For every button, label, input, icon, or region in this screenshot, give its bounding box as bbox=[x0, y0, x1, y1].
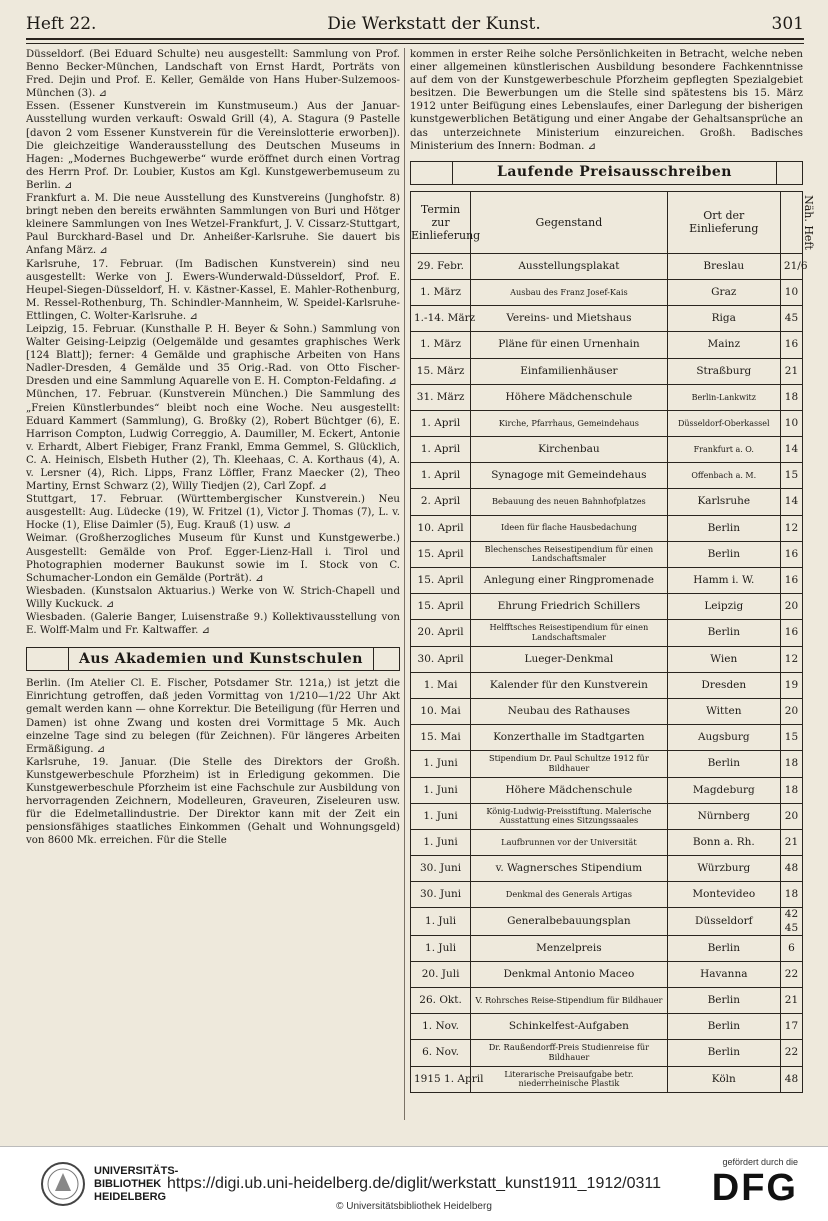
subject-cell: Vereins- und Mietshaus bbox=[471, 306, 668, 332]
subject-cell: Ausstellungsplakat bbox=[471, 253, 668, 279]
funded-by-label: gefördert durch die bbox=[722, 1157, 798, 1167]
subject-cell: Einfamilienhäuser bbox=[471, 358, 668, 384]
place-cell: Havanna bbox=[667, 961, 780, 987]
deadline-cell: 2. April bbox=[411, 489, 471, 515]
issue-ref-cell: 48 bbox=[780, 856, 802, 882]
news-paragraph: Wiesbaden. (Galerie Banger, Luisenstraße 9.) Kollektivausstellung von E. Wolff-Malm und Fr. Kaltwaffer. ⊿ bbox=[26, 612, 400, 637]
issue-ref-cell: 21 bbox=[780, 358, 802, 384]
place-cell: Berlin bbox=[667, 620, 780, 646]
issue-ref-cell: 17 bbox=[780, 1014, 802, 1040]
news-paragraph: Leipzig, 15. Februar. (Kunsthalle P. H. Beyer & Sohn.) Sammlung von Walter Geising-Leipzig (Oelgemälde und gesamtes graphisches Werk [124 Blatt]); ferner: 4 Gemälde und graphische Arbeiten von Hans Nadler-Dresden, 4 Gemälde und 35 Orig.-Rad. von Otto Fischer-Dresden und eine Sammlung Aquarelle von E. H. Compton-Feldafing. ⊿ bbox=[26, 323, 400, 388]
issue-ref-cell: 12 bbox=[780, 515, 802, 541]
page-number: 301 bbox=[771, 14, 804, 34]
deadline-cell: 15. März bbox=[411, 358, 471, 384]
place-cell: Montevideo bbox=[667, 882, 780, 908]
table-row bbox=[411, 541, 803, 567]
header-ref: Näh. Heft bbox=[780, 191, 802, 253]
subject-cell: Blechensches Reisestipendium für einen Landschaftsmaler bbox=[471, 541, 668, 567]
header-subject: Gegenstand bbox=[471, 191, 668, 253]
table-row bbox=[411, 410, 803, 436]
subject-cell: Kirche, Pfarrhaus, Gemeindehaus bbox=[471, 410, 668, 436]
competitions-heading: Laufende Preisausschreiben bbox=[497, 164, 732, 181]
viewer-footer bbox=[0, 1146, 828, 1221]
subject-cell: Schinkelfest-Aufgaben bbox=[471, 1014, 668, 1040]
exhibition-news bbox=[26, 48, 400, 637]
deadline-cell: 1. April bbox=[411, 410, 471, 436]
subject-cell: Ausbau des Franz Josef-Kais bbox=[471, 279, 668, 305]
deadline-cell: 1. Nov. bbox=[411, 1014, 471, 1040]
issue-ref-cell: 21 bbox=[780, 829, 802, 855]
deadline-cell: 1. März bbox=[411, 332, 471, 358]
subject-cell: Denkmal Antonio Maceo bbox=[471, 961, 668, 987]
library-name: UNIVERSITÄTS- BIBLIOTHEK HEIDELBERG bbox=[94, 1164, 179, 1203]
issue-ref-cell: 22 bbox=[780, 1040, 802, 1066]
deadline-cell: 1. Juni bbox=[411, 829, 471, 855]
place-cell: Berlin bbox=[667, 515, 780, 541]
place-cell: Straßburg bbox=[667, 358, 780, 384]
news-paragraph: Karlsruhe, 17. Februar. (Im Badischen Kunstverein) sind neu ausgestellt: Werke von J. Ewers-Wunderwald-Düsseldorf, Prof. E. Heupel-Siegen-Düsseldorf, H. v. Kästner-Kassel, E. Mahler-Rothenburg, M. Ressel-Rothenburg, Th. Schindler-Mannheim, W. Speidel-Karlsruhe-Ettlingen, C. Wolter-Karlsruhe. ⊿ bbox=[26, 258, 400, 322]
subject-cell: Menzelpreis bbox=[471, 935, 668, 961]
deadline-cell: 15. April bbox=[411, 541, 471, 567]
issue-number: Heft 22. bbox=[26, 14, 97, 34]
deadline-cell: 1. Juli bbox=[411, 908, 471, 935]
issue-ref-cell: 21 bbox=[780, 988, 802, 1014]
issue-ref-cell: 22 bbox=[780, 961, 802, 987]
table-row bbox=[411, 935, 803, 961]
place-cell: Berlin bbox=[667, 1014, 780, 1040]
table-row bbox=[411, 489, 803, 515]
subject-cell: Dr. Raußendorff-Preis Studienreise für Bildhauer bbox=[471, 1040, 668, 1066]
column-divider bbox=[404, 48, 405, 1120]
place-cell: Berlin bbox=[667, 541, 780, 567]
news-paragraph: Frankfurt a. M. Die neue Ausstellung des Kunstvereins (Junghofstr. 8) bringt neben den bereits erwähnten Sammlungen von Buri und Hötger kleinere Sammlungen von Ines Wetzel-Frankfurt, J. V. Cissarz-Stuttgart, Paul Burckhard-Basel und Dr. Anheißer-Karlsruhe. Sie dauert bis Anfang März. ⊿ bbox=[26, 193, 400, 257]
subject-cell: Anlegung einer Ringpromenade bbox=[471, 568, 668, 594]
news-paragraph: Weimar. (Großherzogliches Museum für Kunst und Kunstgewerbe.) Ausgestellt: Gemälde von Prof. Egger-Lienz-Hall i. Tirol und Photographien moderner Baukunst sowie im I. Stock von C. Schumacher-London ein Gemälde (Porträt). ⊿ bbox=[26, 533, 400, 584]
place-cell: Dresden bbox=[667, 672, 780, 698]
subject-cell: Denkmal des Generals Artigas bbox=[471, 882, 668, 908]
table-row bbox=[411, 698, 803, 724]
table-row bbox=[411, 437, 803, 463]
issue-ref-cell: 20 bbox=[780, 594, 802, 620]
running-header bbox=[26, 10, 804, 40]
subject-cell: Kalender für den Kunstverein bbox=[471, 672, 668, 698]
table-row bbox=[411, 515, 803, 541]
deadline-cell: 15. April bbox=[411, 594, 471, 620]
place-cell: Berlin bbox=[667, 751, 780, 777]
place-cell: Breslau bbox=[667, 253, 780, 279]
table-row bbox=[411, 332, 803, 358]
table-row bbox=[411, 1014, 803, 1040]
header-place: Ort der Einlieferung bbox=[667, 191, 780, 253]
place-cell: Wien bbox=[667, 646, 780, 672]
table-row bbox=[411, 988, 803, 1014]
issue-ref-cell: 15 bbox=[780, 725, 802, 751]
table-row bbox=[411, 829, 803, 855]
subject-cell: Kirchenbau bbox=[471, 437, 668, 463]
subject-cell: V. Rohrsches Reise-Stipendium für Bildhauer bbox=[471, 988, 668, 1014]
deadline-cell: 10. April bbox=[411, 515, 471, 541]
table-row bbox=[411, 279, 803, 305]
place-cell: Frankfurt a. O. bbox=[667, 437, 780, 463]
table-row bbox=[411, 803, 803, 829]
table-row bbox=[411, 568, 803, 594]
continued-paragraph: kommen in erster Reihe solche Persönlichkeiten in Betracht, welche neben einer allgemeinen künstlerischen Ausbildung besondere Fachkenntnisse auf dem von der Kunstgewerbeschule Pforzheim gepflegten Spezialgebiet besitzen. Die Bewerbungen um die Stelle sind spätestens bis 15. März 1912 unter Beifügung eines Lebenslaufes, einer Darlegung der bisherigen kunstgewerblichen Betätigung und einer Angabe der Gehaltsansprüche an das unterzeichnete Ministerium einzureichen. Großh. Badisches Ministerium des Innern: Bodman. ⊿ bbox=[410, 49, 803, 152]
akademien-heading: Aus Akademien und Kunstschulen bbox=[79, 650, 363, 667]
place-cell: Würzburg bbox=[667, 856, 780, 882]
issue-ref-cell: 45 bbox=[780, 306, 802, 332]
place-cell: Berlin bbox=[667, 988, 780, 1014]
place-cell: Graz bbox=[667, 279, 780, 305]
subject-cell: Laufbrunnen vor der Universität bbox=[471, 829, 668, 855]
table-row bbox=[411, 908, 803, 935]
place-cell: Berlin bbox=[667, 935, 780, 961]
subject-cell: Pläne für einen Urnenhain bbox=[471, 332, 668, 358]
table-row bbox=[411, 646, 803, 672]
table-row bbox=[411, 594, 803, 620]
deadline-cell: 20. April bbox=[411, 620, 471, 646]
place-cell: Witten bbox=[667, 698, 780, 724]
place-cell: Düsseldorf-Oberkassel bbox=[667, 410, 780, 436]
table-row bbox=[411, 751, 803, 777]
subject-cell: Höhere Mädchenschule bbox=[471, 777, 668, 803]
news-paragraph: Wiesbaden. (Kunstsalon Aktuarius.) Werke von W. Strich-Chapell und Willy Kuckuck. ⊿ bbox=[26, 585, 400, 610]
issue-ref-cell: 20 bbox=[780, 698, 802, 724]
issue-ref-cell: 10 bbox=[780, 410, 802, 436]
issue-ref-cell: 10 bbox=[780, 279, 802, 305]
deadline-cell: 1. Juni bbox=[411, 803, 471, 829]
place-cell: Düsseldorf bbox=[667, 908, 780, 935]
akademie-paragraph: Berlin. (Im Atelier Cl. E. Fischer, Potsdamer Str. 121a,) ist jetzt die Einrichtung getroffen, daß jeden Vormittag von 1/210—1/22 Uhr Akt gemalt werden kann — ohne Korrektur. Die Beteiligung (für Herren und Damen) ist ohne Zwang und kosten drei Vormittage 5 Mk. Auch einzelne Tage sind zu belegen (für Zeichnen). Für längeres Arbeiten Ermäßigung. ⊿ bbox=[26, 678, 400, 755]
place-cell: Mainz bbox=[667, 332, 780, 358]
news-paragraph: München, 17. Februar. (Kunstverein München.) Die Sammlung des „Freien Künstlerbundes“ bleibt noch eine Woche. Neu ausgestellt: Eduard Kammert (Sammlung), G. Broßky (2), Robert Büchtger (6), E. Harrison Compton, Ludwig Correggio, A. Daumiller, M. Eckert, Antonie v. Erhardt, Albert Fiebiger, Franz Frankl, Emma Gemmel, S. Glücklich, C. A. Heinisch, Elsbeth Huther (2), Th. Kleehaas, C. A. Korthaus (4), A. v. Lersner (4), Rich. Lipps, Franz Löffler, Franz Maecker (2), Theo Martiny, Ernst Schwarz (2), Willy Tiedjen (2), Carl Zopf. ⊿ bbox=[26, 389, 400, 493]
table-row bbox=[411, 856, 803, 882]
copyright-note: © Universitätsbibliothek Heidelberg bbox=[336, 1201, 492, 1212]
table-row bbox=[411, 882, 803, 908]
subject-cell: König-Ludwig-Preisstiftung. Malerische Ausstattung eines Sitzungssaales bbox=[471, 803, 668, 829]
issue-ref-cell: 6 bbox=[780, 935, 802, 961]
deadline-cell: 1. Juli bbox=[411, 935, 471, 961]
subject-cell: Ehrung Friedrich Schillers bbox=[471, 594, 668, 620]
issue-ref-cell: 15 bbox=[780, 463, 802, 489]
place-cell: Karlsruhe bbox=[667, 489, 780, 515]
subject-cell: Stipendium Dr. Paul Schultze 1912 für Bildhauer bbox=[471, 751, 668, 777]
issue-ref-cell: 18 bbox=[780, 751, 802, 777]
table-row bbox=[411, 253, 803, 279]
deadline-cell: 1.-14. März bbox=[411, 306, 471, 332]
table-row bbox=[411, 384, 803, 410]
place-cell: Berlin bbox=[667, 1040, 780, 1066]
table-row bbox=[411, 463, 803, 489]
deadline-cell: 1. Juni bbox=[411, 777, 471, 803]
subject-cell: Konzerthalle im Stadtgarten bbox=[471, 725, 668, 751]
issue-ref-cell: 18 bbox=[780, 882, 802, 908]
table-row bbox=[411, 620, 803, 646]
issue-ref-cell: 16 bbox=[780, 541, 802, 567]
dfg-wordmark: DFG bbox=[711, 1167, 798, 1209]
akademien-heading-box bbox=[26, 647, 400, 671]
place-cell: Nürnberg bbox=[667, 803, 780, 829]
permalink-url[interactable]: https://digi.ub.uni-heidelberg.de/diglit/werkstatt_kunst1911_1912/0311 bbox=[167, 1175, 661, 1192]
issue-ref-cell: 16 bbox=[780, 332, 802, 358]
issue-ref-cell: 12 bbox=[780, 646, 802, 672]
journal-title: Die Werkstatt der Kunst. bbox=[327, 14, 541, 34]
header-date: Termin zur Einlieferung bbox=[411, 191, 471, 253]
table-row bbox=[411, 672, 803, 698]
table-row bbox=[411, 777, 803, 803]
issue-ref-cell: 48 bbox=[780, 1066, 802, 1092]
news-paragraph: Stuttgart, 17. Februar. (Württembergischer Kunstverein.) Neu ausgestellt: Aug. Lüdecke (19), W. Fritzel (1), Victor J. Thomas (7), L. v. Hocke (1), Elise Daimler (5), Eug. Krauß (1) usw. ⊿ bbox=[26, 494, 400, 532]
subject-cell: Ideen für flache Hausbedachung bbox=[471, 515, 668, 541]
news-paragraph: Düsseldorf. (Bei Eduard Schulte) neu ausgestellt: Sammlung von Prof. Benno Becker-München, Landschaft von Ernst Hardt, Porträts von Fred. Dejin und Prof. E. Keller, Gemälde von Hans Huber-Sulzemoos-München (3). ⊿ bbox=[26, 49, 400, 100]
table-row bbox=[411, 358, 803, 384]
deadline-cell: 31. März bbox=[411, 384, 471, 410]
deadline-cell: 30. Juni bbox=[411, 856, 471, 882]
deadline-cell: 10. Mai bbox=[411, 698, 471, 724]
issue-ref-cell: 14 bbox=[780, 489, 802, 515]
issue-ref-cell: 16 bbox=[780, 568, 802, 594]
subject-cell: Bebauung des neuen Bahnhofplatzes bbox=[471, 489, 668, 515]
issue-ref-cell: 21/6 bbox=[780, 253, 802, 279]
deadline-cell: 15. Mai bbox=[411, 725, 471, 751]
subject-cell: Literarische Preisaufgabe betr. niederrheinische Plastik bbox=[471, 1066, 668, 1092]
deadline-cell: 1915 1. April bbox=[411, 1066, 471, 1092]
deadline-cell: 1. Mai bbox=[411, 672, 471, 698]
place-cell: Berlin-Lankwitz bbox=[667, 384, 780, 410]
left-column bbox=[26, 48, 400, 1128]
subject-cell: Lueger-Denkmal bbox=[471, 646, 668, 672]
table-row bbox=[411, 1066, 803, 1092]
table-row bbox=[411, 1040, 803, 1066]
subject-cell: Neubau des Rathauses bbox=[471, 698, 668, 724]
deadline-cell: 1. April bbox=[411, 463, 471, 489]
deadline-cell: 26. Okt. bbox=[411, 988, 471, 1014]
table-row bbox=[411, 725, 803, 751]
issue-ref-cell: 14 bbox=[780, 437, 802, 463]
place-cell: Köln bbox=[667, 1066, 780, 1092]
deadline-cell: 20. Juli bbox=[411, 961, 471, 987]
issue-ref-cell: 18 bbox=[780, 777, 802, 803]
deadline-cell: 1. April bbox=[411, 437, 471, 463]
issue-ref-cell: 20 bbox=[780, 803, 802, 829]
akademien-news bbox=[26, 677, 400, 847]
place-cell: Bonn a. Rh. bbox=[667, 829, 780, 855]
table-row bbox=[411, 961, 803, 987]
issue-ref-cell: 18 bbox=[780, 384, 802, 410]
subject-cell: Helfftsches Reisestipendium für einen Landschaftsmaler bbox=[471, 620, 668, 646]
right-column bbox=[410, 48, 815, 1128]
subject-cell: Höhere Mädchenschule bbox=[471, 384, 668, 410]
dfg-logo[interactable] bbox=[712, 1157, 798, 1209]
deadline-cell: 1. März bbox=[411, 279, 471, 305]
place-cell: Offenbach a. M. bbox=[667, 463, 780, 489]
table-header-row bbox=[411, 191, 803, 253]
deadline-cell: 30. Juni bbox=[411, 882, 471, 908]
place-cell: Riga bbox=[667, 306, 780, 332]
place-cell: Magdeburg bbox=[667, 777, 780, 803]
competitions-heading-box bbox=[410, 161, 803, 185]
table-row bbox=[411, 306, 803, 332]
competitions-table bbox=[410, 191, 815, 1093]
deadline-cell: 6. Nov. bbox=[411, 1040, 471, 1066]
deadline-cell: 1. Juni bbox=[411, 751, 471, 777]
subject-cell: Generalbebauungsplan bbox=[471, 908, 668, 935]
subject-cell: Synagoge mit Gemeindehaus bbox=[471, 463, 668, 489]
issue-ref-cell: 16 bbox=[780, 620, 802, 646]
place-cell: Augsburg bbox=[667, 725, 780, 751]
deadline-cell: 30. April bbox=[411, 646, 471, 672]
place-cell: Hamm i. W. bbox=[667, 568, 780, 594]
deadline-cell: 15. April bbox=[411, 568, 471, 594]
place-cell: Leipzig bbox=[667, 594, 780, 620]
deadline-cell: 29. Febr. bbox=[411, 253, 471, 279]
issue-ref-cell: 19 bbox=[780, 672, 802, 698]
news-paragraph: Essen. (Essener Kunstverein im Kunstmuseum.) Aus der Januar-Ausstellung wurden verkauft: Oswald Grill (4), A. Stagura (9 Pastelle [davon 2 vom Essener Kunstverein für die Vereinslotterie erworben]). Die gleichzeitige Wanderausstellung des Deutschen Museums in Hagen: „Modernes Buchgewerbe“ wurde eröffnet durch einen Vortrag des Herrn Prof. Dr. Loubier, Kustos am Kgl. Kunstgewerbemuseum zu Berlin. ⊿ bbox=[26, 101, 400, 191]
issue-ref-cell: 42 45 bbox=[780, 908, 802, 935]
subject-cell: v. Wagnersches Stipendium bbox=[471, 856, 668, 882]
akademie-paragraph: Karlsruhe, 19. Januar. (Die Stelle des Direktors der Großh. Kunstgewerbeschule Pforzheim) ist in Erledigung gekommen. Die Kunstgewerbeschule Pforzheim ist eine Fachschule zur Ausbildung von hervorragenden Zeichnern, Modelleuren, Graveuren, Ziseleuren usw. für die Edelmetallindustrie. Der Direktor kann mit der Zeit ein pensionsfähiges staatliches Einkommen (Gehalt und Wohnungsgeld) von 8600 Mk. erreichen. Für die Stelle bbox=[26, 756, 400, 847]
